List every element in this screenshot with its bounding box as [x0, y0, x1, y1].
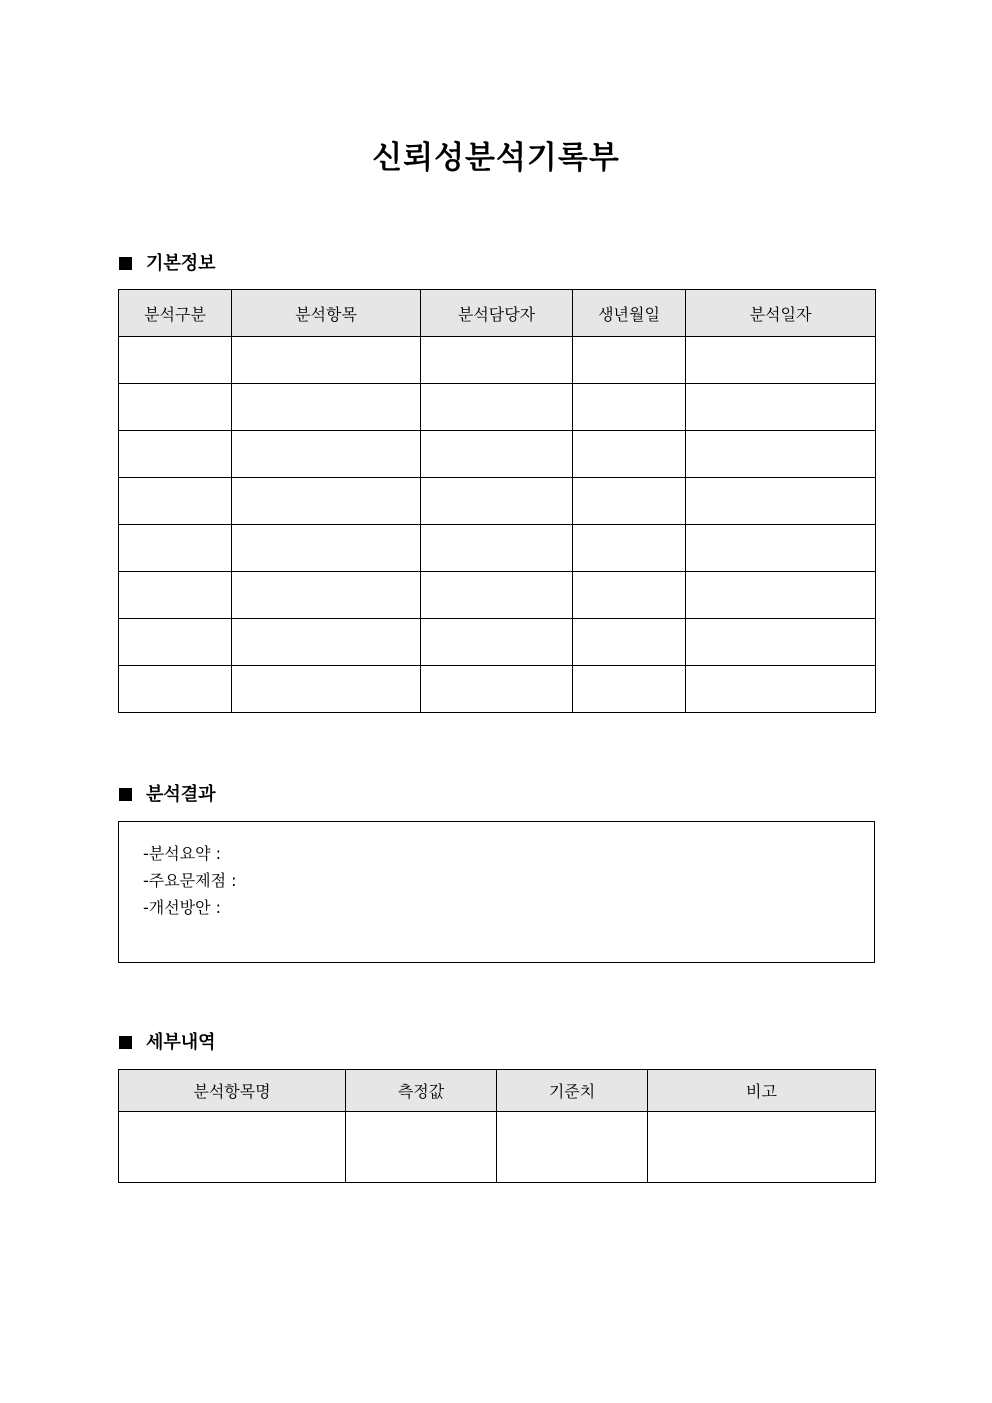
basic-info-table — [118, 289, 876, 713]
table-row — [119, 337, 876, 384]
table-cell[interactable] — [232, 666, 421, 713]
table-cell[interactable] — [686, 525, 876, 572]
table-cell[interactable] — [573, 478, 686, 525]
table-row — [119, 384, 876, 431]
table-cell[interactable] — [232, 619, 421, 666]
table-cell[interactable] — [421, 666, 573, 713]
table-cell[interactable] — [421, 337, 573, 384]
square-bullet-icon — [119, 257, 132, 270]
table-cell[interactable] — [421, 478, 573, 525]
table-cell[interactable] — [421, 572, 573, 619]
table-cell[interactable] — [232, 337, 421, 384]
column-header: 기준치 — [497, 1070, 648, 1112]
table-cell[interactable] — [232, 525, 421, 572]
table-cell[interactable] — [119, 572, 232, 619]
section-heading-basic-info — [119, 252, 216, 276]
table-cell[interactable] — [421, 525, 573, 572]
table-header-row — [119, 290, 876, 337]
table-cell[interactable] — [497, 1112, 648, 1183]
table-header-row — [119, 1070, 876, 1112]
table-cell[interactable] — [119, 666, 232, 713]
table-row — [119, 1112, 876, 1183]
details-table — [118, 1069, 876, 1183]
table-row — [119, 525, 876, 572]
table-row — [119, 619, 876, 666]
table-cell[interactable] — [686, 337, 876, 384]
square-bullet-icon — [119, 788, 132, 801]
document-title: 신뢰성분석기록부 — [372, 140, 620, 176]
table-cell[interactable] — [686, 619, 876, 666]
table-cell[interactable] — [686, 572, 876, 619]
table-cell[interactable] — [686, 478, 876, 525]
table-cell[interactable] — [232, 478, 421, 525]
main-issues-line: -주요문제점 : — [143, 871, 237, 890]
square-bullet-icon — [119, 1036, 132, 1049]
summary-line: -분석요약 : — [143, 844, 222, 863]
table-cell[interactable] — [686, 666, 876, 713]
table-cell[interactable] — [119, 431, 232, 478]
column-header: 분석항목명 — [119, 1070, 346, 1112]
table-cell[interactable] — [119, 1112, 346, 1183]
column-header: 비고 — [648, 1070, 876, 1112]
section-heading-analysis-result — [119, 783, 216, 807]
table-row — [119, 666, 876, 713]
table-cell[interactable] — [421, 431, 573, 478]
table-cell[interactable] — [119, 525, 232, 572]
table-row — [119, 431, 876, 478]
table-cell[interactable] — [232, 572, 421, 619]
section-heading-label: 분석결과 — [146, 784, 216, 805]
table-cell[interactable] — [573, 431, 686, 478]
table-cell[interactable] — [232, 431, 421, 478]
table-cell[interactable] — [573, 384, 686, 431]
section-heading-details — [119, 1031, 216, 1055]
column-header: 측정값 — [346, 1070, 497, 1112]
table-cell[interactable] — [686, 431, 876, 478]
column-header: 분석구분 — [119, 290, 232, 337]
table-row — [119, 478, 876, 525]
table-cell[interactable] — [119, 619, 232, 666]
analysis-result-lines — [143, 840, 237, 921]
table-cell[interactable] — [119, 337, 232, 384]
analysis-result-box[interactable] — [118, 821, 875, 963]
table-cell[interactable] — [648, 1112, 876, 1183]
table-cell[interactable] — [421, 384, 573, 431]
table-cell[interactable] — [573, 619, 686, 666]
table-row — [119, 572, 876, 619]
section-heading-label: 기본정보 — [146, 253, 216, 274]
table-cell[interactable] — [573, 337, 686, 384]
table-cell[interactable] — [573, 525, 686, 572]
column-header: 분석일자 — [686, 290, 876, 337]
table-cell[interactable] — [232, 384, 421, 431]
table-cell[interactable] — [119, 478, 232, 525]
column-header: 생년월일 — [573, 290, 686, 337]
improvement-plan-line: -개선방안 : — [143, 898, 222, 917]
table-cell[interactable] — [573, 666, 686, 713]
table-cell[interactable] — [573, 572, 686, 619]
table-cell[interactable] — [346, 1112, 497, 1183]
section-heading-label: 세부내역 — [146, 1032, 216, 1053]
table-cell[interactable] — [421, 619, 573, 666]
table-cell[interactable] — [119, 384, 232, 431]
column-header: 분석항목 — [232, 290, 421, 337]
table-cell[interactable] — [686, 384, 876, 431]
column-header: 분석담당자 — [421, 290, 573, 337]
